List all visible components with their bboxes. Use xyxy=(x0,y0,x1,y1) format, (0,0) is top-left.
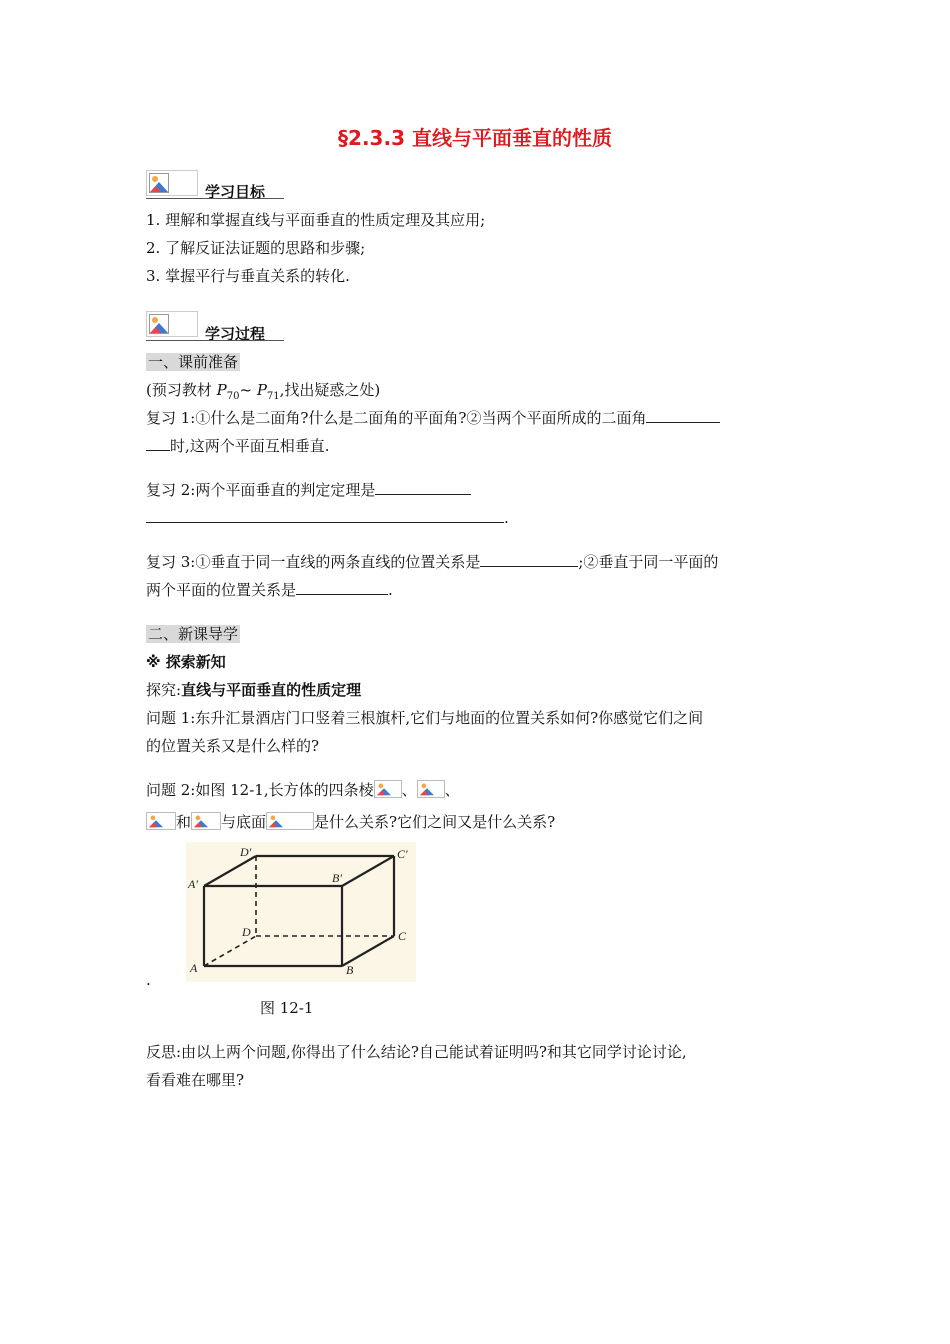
figure-caption: 图 12-1 xyxy=(260,999,314,1017)
broken-image-icon xyxy=(146,170,198,196)
section-underline xyxy=(146,198,284,199)
vertex-label-Cprime: C′ xyxy=(397,847,408,861)
review-1-line-2: 时,这两个平面互相垂直. xyxy=(146,436,330,456)
part2-heading: 二、新课导学 xyxy=(148,625,239,643)
review-1-line-1: 复习 1:①什么是二面角?什么是二面角的平面角?②当两个平面所成的二面角 xyxy=(146,408,720,428)
vertex-label-B: B xyxy=(346,963,354,977)
question-1-line-1: 问题 1:东升汇景酒店门口竖着三根旗杆,它们与地面的位置关系如何?你感觉它们之间 xyxy=(146,709,704,727)
page-title: §2.3.3 直线与平面垂直的性质 xyxy=(338,126,612,150)
answer-blank[interactable] xyxy=(296,580,388,595)
review-3-line-2: 两个平面的位置关系是 . xyxy=(146,581,393,599)
broken-image-icon xyxy=(266,812,314,830)
review-3-line-1: 复习 3:①垂直于同一直线的两条直线的位置关系是 ;②垂直于同一平面的 xyxy=(146,553,719,571)
edge-AD xyxy=(204,936,256,966)
review-2-line-2: . xyxy=(146,508,509,528)
answer-blank[interactable] xyxy=(146,508,504,523)
review-2-line-1: 复习 2:两个平面垂直的判定定理是 xyxy=(146,480,471,500)
answer-blank[interactable] xyxy=(375,480,471,495)
answer-blank[interactable] xyxy=(480,552,578,567)
broken-image-icon xyxy=(374,780,402,798)
explore-heading: ※ 探索新知 xyxy=(146,653,226,671)
broken-image-icon xyxy=(146,311,198,337)
cuboid-diagram xyxy=(186,842,416,982)
answer-blank[interactable] xyxy=(146,436,170,451)
vertex-label-D: D xyxy=(242,925,251,939)
explore-line: 探究:直线与平面垂直的性质定理 xyxy=(146,681,362,699)
objective-item-3: 3. 掌握平行与垂直关系的转化. xyxy=(146,267,350,285)
vertex-label-Aprime: A′ xyxy=(188,877,198,891)
answer-blank[interactable] xyxy=(646,408,720,423)
question-2-line-1: 问题 2:如图 12-1,长方体的四条棱 、 、 xyxy=(146,781,460,799)
broken-image-icon xyxy=(191,812,221,830)
reflection-line-1: 反思:由以上两个问题,你得出了什么结论?自己能试着证明吗?和其它同学讨论讨论, xyxy=(146,1043,687,1061)
part1-heading: 一、课前准备 xyxy=(148,353,239,371)
broken-image-icon xyxy=(146,812,176,830)
vertex-label-C: C xyxy=(398,929,407,943)
section-underline xyxy=(146,340,284,341)
section-heading-process: 学习过程 xyxy=(205,325,266,343)
figure-dot: . xyxy=(146,971,151,989)
question-2-line-2: 和 与底面 是什么关系?它们之间又是什么关系? xyxy=(146,812,555,832)
edge-BC xyxy=(342,936,394,966)
broken-image-icon xyxy=(417,780,445,798)
objective-item-2: 2. 了解反证法证题的思路和步骤; xyxy=(146,239,366,257)
vertex-label-A: A xyxy=(190,961,198,975)
edge-BprimeCprime xyxy=(342,856,394,886)
reflection-line-2: 看看难在哪里? xyxy=(146,1071,245,1089)
preview-note: (预习教材 $P_{70}\sim$ $P_{71}$,找出疑惑之处) xyxy=(146,381,381,402)
section-heading-objectives: 学习目标 xyxy=(205,183,266,201)
vertex-label-Dprime: D′ xyxy=(240,845,252,859)
objective-item-1: 1. 理解和掌握直线与平面垂直的性质定理及其应用; xyxy=(146,211,486,229)
question-1-line-2: 的位置关系又是什么样的? xyxy=(146,737,320,755)
edge-AprimeDprime xyxy=(204,856,256,886)
cuboid-figure xyxy=(186,842,416,982)
vertex-label-Bprime: B′ xyxy=(332,871,342,885)
